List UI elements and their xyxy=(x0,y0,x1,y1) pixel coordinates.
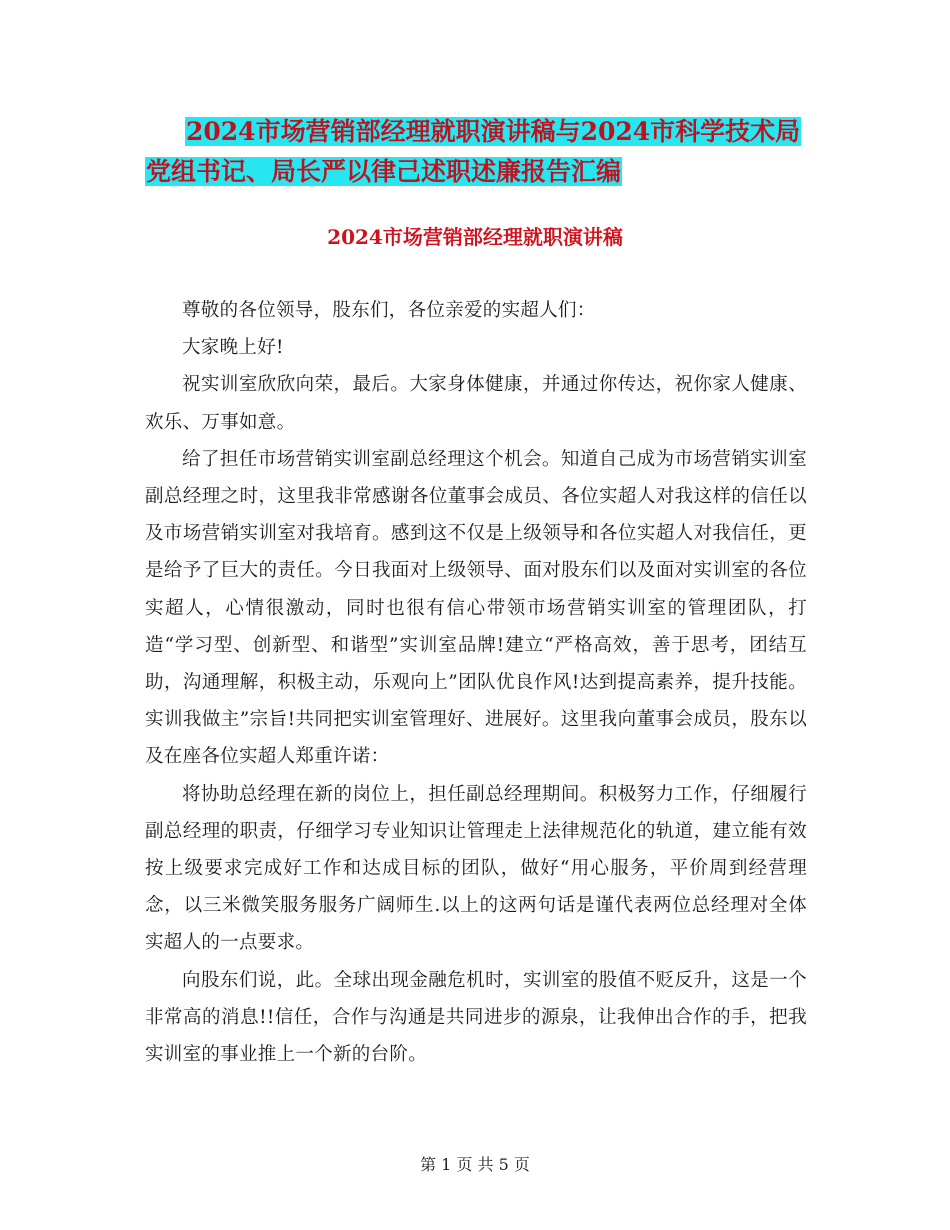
paragraph: 向股东们说，此。全球出现金融危机时，实训室的股值不贬反升，这是一个非常高的消息!!信任，合作与沟通是共同进步的源泉，让我伸出合作的手，把我实训室的事业推上一个新的台阶。 xyxy=(145,969,807,1066)
document-title-line-1: 2024市场营销部经理就职演讲稿与2024市科学技术局 xyxy=(186,117,801,146)
paragraph: 将协助总经理在新的岗位上，担任副总经理期间。积极努力工作，仔细履行副总经理的职责，仔细学习专业知识让管理走上法律规范化的轨道，建立能有效按上级要求完成好工作和达成目标的团队，做好“用心服务，平价周到经营理念，以三米微笑服务服务广阔师生.以上的这两句话是谨代表两位总经理对全体实超人的一点要求。 xyxy=(145,783,807,954)
paragraph-greeting: 大家晚上好! xyxy=(182,337,284,359)
document-title xyxy=(145,112,825,192)
paragraph-salutation: 尊敬的各位领导，股东们，各位亲爱的实超人们： xyxy=(182,300,596,321)
paragraph: 祝实训室欣欣向荣，最后。大家身体健康，并通过你传达，祝你家人健康、欢乐、万事如意。 xyxy=(145,374,807,433)
document-body xyxy=(145,292,807,1073)
section-title: 2024市场营销部经理就职演讲稿 xyxy=(327,225,623,249)
document-title-line-2: 党组书记、局长严以律己述职述廉报告汇编 xyxy=(146,157,622,186)
page-number-footer: 第 1 页 共 5 页 xyxy=(420,1155,530,1174)
paragraph: 给了担任市场营销实训室副总经理这个机会。知道自己成为市场营销实训室副总经理之时，这里我非常感谢各位董事会成员、各位实超人对我这样的信任以及市场营销实训室对我培育。感到这不仅是上级领导和各位实超人对我信任，更是给予了巨大的责任。今日我面对上级领导、面对股东们以及面对实训室的各位实超人，心情很激动，同时也很有信心带领市场营销实训室的管理团队，打造“学习型、创新型、和谐型”实训室品牌!建立“严格高效，善于思考，团结互助，沟通理解，积极主动，乐观向上”团队优良作风!达到提高素养，提升技能。实训我做主”宗旨!共同把实训室管理好、进展好。这里我向董事会成员，股东以及在座各位实超人郑重许诺： xyxy=(145,448,807,768)
